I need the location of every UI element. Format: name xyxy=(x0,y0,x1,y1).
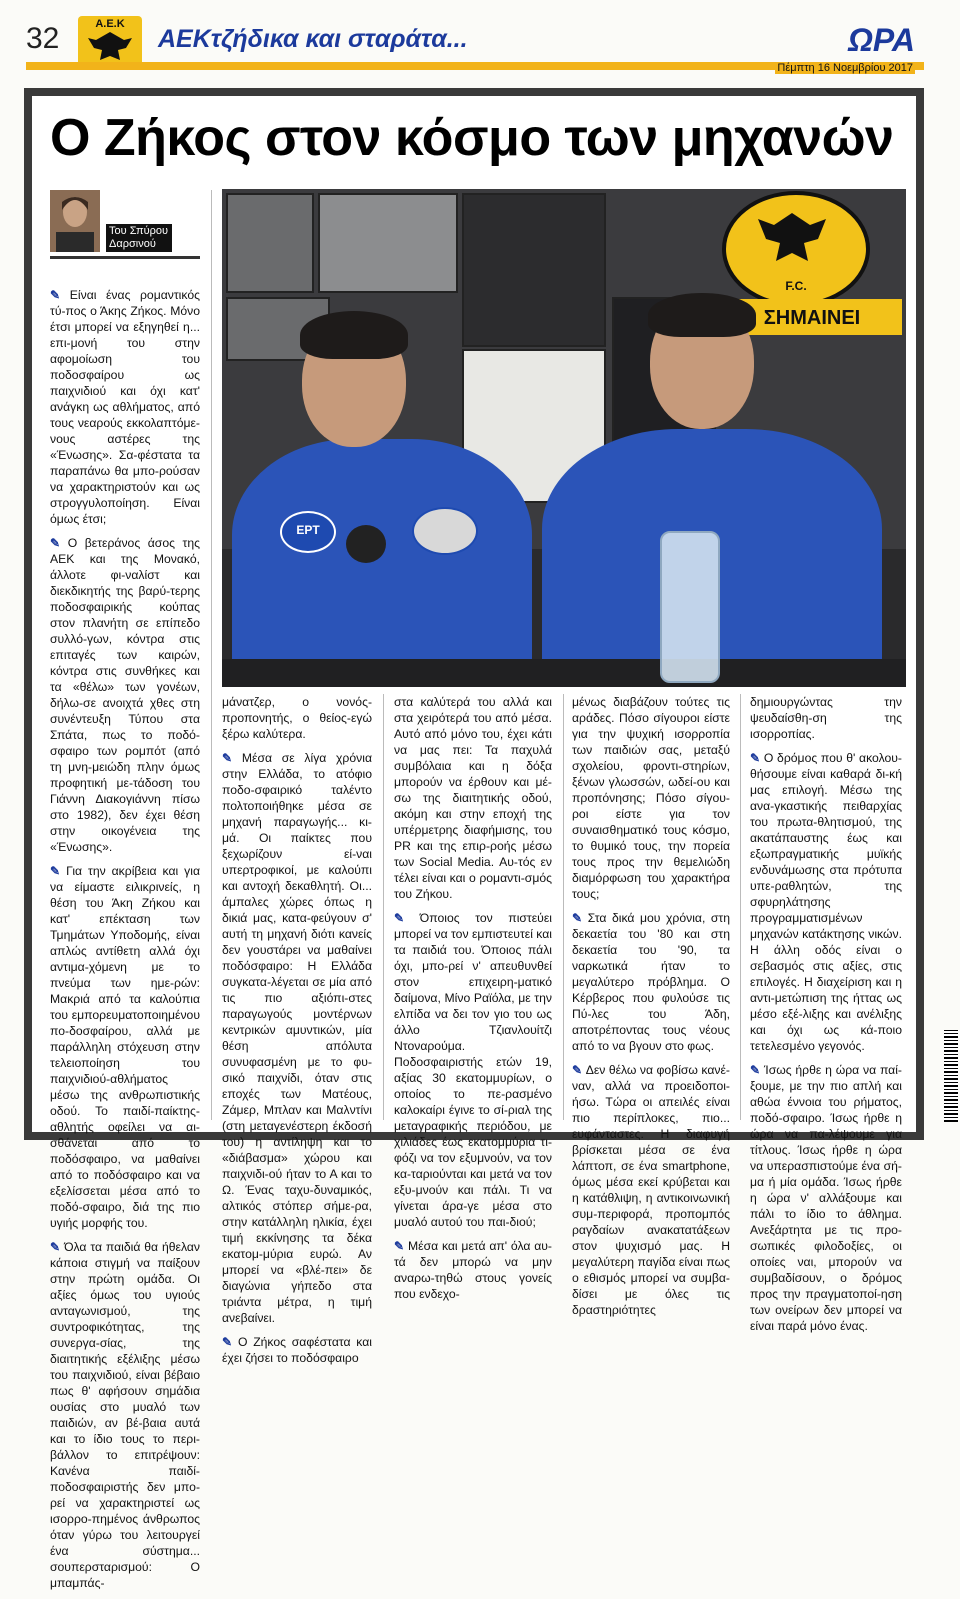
author-photo xyxy=(50,190,100,252)
left-coach-body xyxy=(232,439,532,679)
column-2 xyxy=(222,694,372,1374)
pen-icon: ✎ xyxy=(572,1063,586,1077)
paragraph: ✎ Ο δρόμος που θ' ακολου-θήσουμε είναι καθαρά δι-κή μας επιλογή. Μέσω της ανα-γκαστικής πειθαρχίας του πρωτα-θλητισμού, της ακατάπαυστης έως και εξωπραγματικής μυϊκής ενδυνάμωσης στα πρότυπα υπε-ραθλητών, της σφυρηλάτησης προγραμματισμένων μηχανών κατάκτησης νικών. Η άλλη οδός είναι ο σεβασμός στις αξίες, στις επιλογές. Η διαχείριση και η αντι-μετώπιση της ήττας ως μέσο εξέ-λιξης και ανέλιξης και όχι ως κά-ποιο τετελεσμένο γεγονός. xyxy=(750,751,902,1053)
paragraph: ✎ Είναι ένας ρομαντικός τύ-πος ο Άκης Ζήκος. Μόνο έτσι μπορεί να εξηγηθεί η... επι-μονή του στην αφομοίωση του ποδοσφαίρου ως παιχνιδιού και όχι κατ' ανάγκη ως αθλήματος, από τους νεαρούς εκκολαπτόμε-νους αστέρες της «Ένωσης». Σα-φέστατα τα παραπάνω θα μπο-ρούσαν να χαρακτηριστούν και ως στρογγυλοποίηση. Είναι όμως έτσι; xyxy=(50,288,200,526)
pen-icon: ✎ xyxy=(572,911,588,925)
author-byline xyxy=(50,190,206,256)
column-separator xyxy=(563,694,564,1120)
microphone-label: ΕΡΤ xyxy=(296,523,320,537)
column-separator xyxy=(383,694,384,1120)
column-3 xyxy=(394,694,552,1310)
page-header xyxy=(0,0,960,78)
press-conference-photo xyxy=(222,189,906,687)
pen-icon: ✎ xyxy=(222,1335,238,1349)
paragraph: ✎ Μέσα και μετά απ' όλα αυ-τά δεν μπορώ να μην αναρω-τηθώ στους γονείς που ενδεχο- xyxy=(394,1239,552,1301)
page-number: 32 xyxy=(26,22,60,55)
newspaper-brand: ΩΡΑ xyxy=(847,22,915,58)
pen-icon: ✎ xyxy=(750,1063,765,1077)
article-headline: Ο Ζήκος στον κόσμο των μηχανών xyxy=(50,109,894,167)
paragraph: ✎ Για την ακρίβεια και για να είμαστε ειλικρινείς, η θέση του Άκη Ζήκου και κατ' επέκταση των Τμημάτων Υποδομής, είναι απλώς αντίθετη αλλά όχι αντιμα-χόμενη με το πνεύμα των ημε-ρών: Μακριά από τα καλούπια του εμπορευματοποιημένου πο-δοσφαίρου, αλλά με παράλληλη στόχευση στην τελειοποίηση του παιχνιδιού-αθλήματος μέσω της ανθρωπιστικής οδού. Το παιδί-παίκτης-αθλητής οφείλει να αι-σθάνεται από το ποδόσφαιρο, να μαθαίνει από το ποδόσφαιρο και να εξελίσσεται μέσα από το ποδό-σφαιρο, διά της πιο υγιής μορφής του. xyxy=(50,864,200,1230)
column-1 xyxy=(50,287,200,1599)
pen-icon: ✎ xyxy=(50,1240,65,1254)
paragraph: μάνατζερ, ο νονός-προπονητής, ο θείος-εγώ ξέρω καλύτερα. xyxy=(222,695,372,741)
pen-icon: ✎ xyxy=(50,288,70,302)
author-divider xyxy=(50,256,200,259)
water-bottle xyxy=(660,531,720,683)
paragraph: ✎ Στα δικά μου χρόνια, στη δεκαετία του '80 και στη δεκαετία του '90, τα ναρκωτικά ήταν το μεγαλύτερο πρόβλημα. Ο Κέρβερος που φυλούσε τις Πύ-λες του Άδη, αποτρέποντας τους νέους από το να βγουν στο φως. xyxy=(572,911,730,1053)
paragraph: ✎ Όλα τα παιδιά θα ήθελαν κάποια στιγμή να παίξουν στην πρώτη ομάδα. Οι αξίες όμως του υγιούς ανταγωνισμού, της συντροφικότητας, της συνεργα-σίας, της διαιτητικής εξέλιξης μέσω του παιχνιδιού, είναι βέβαιο πως θ' αφήσουν σημάδια ουσίας στο μυαλό των παιδιών, αν βέ-βαια αυτά και το ίδιο τους το περι-βάλλον το επιτρέψουν: Κανένα παιδί-ποδοσφαιριστής δεν μπο-ρεί να χαρακτηριστεί ως ισορρο-πημένος άνθρωπος όταν γύρω του λειτουργεί ένα σύστημα... σουπερσταρισμού: Ο μπαμπάς- xyxy=(50,1240,200,1590)
paragraph: μένως διαβάζουν τούτες τις αράδες. Πόσο σίγουροι είστε για την ψυχική ισορροπία των παιδιών σας, μεταξύ σχολείου, φροντι-στηρίων, ξένων γλωσσών, ωδεί-ου και προπόνησης; Πόσο σίγου-ροι είστε για τον συναισθηματικό τους κόσμο, το θυμικό τους, την πορεία τους προς την θεμελιώδη διαμόρφωση του χαρακτήρα τους; xyxy=(572,695,730,901)
column-separator xyxy=(740,694,741,1120)
pen-icon: ✎ xyxy=(222,751,242,765)
left-coach-hair xyxy=(300,311,408,359)
pen-icon: ✎ xyxy=(50,864,67,878)
microphone-icon xyxy=(346,525,386,563)
paragraph: ✎ Δεν θέλω να φοβίσω κανέ-ναν, αλλά να προειδοποι-ήσω. Τώρα οι απειλές είναι πιο περίπλοκες, πιο... ευφάνταστες. Η διαφυγή βρίσκεται μέσα σε ένα λάπτοπ, σε ένα smartphone, όμως μέσα εκεί κρύβεται και η κατάθλιψη, η αντικοινωνική συμ-περιφορά, προπομπός ραγδαίων ανακατατάξεων στον ψυχισμό μας. Η μεγαλύτερη παγίδα είναι πως ο εθισμός μπορεί να συμβα-δίσει με όλες τις δραστηριότητες xyxy=(572,1063,730,1317)
club-crest xyxy=(722,191,870,307)
logo-text: Α.Ε.Κ xyxy=(95,18,125,30)
author-name: Του Σπύρου Δαρσινού xyxy=(106,224,172,252)
paragraph: ✎ Μέσα σε λίγα χρόνια στην Ελλάδα, το ατόφιο ποδο-σφαιρικό ταλέντο πολτοποιήθηκε μέσα σε μηχανή παραγωγής... κι-μά. Οι παίκτες που ξεχωρίζουν εί-ναι υπερτροφικοί, με καλούπι και αντοχή δεκαθλητή. Οι... άμπαλες χώρες όπως η δικιά μας, κατα-φεύγουν σ' αυτή τη μηχανή διότι κανείς δεν γουστάρει να μαθαίνει ποδόσφαιρο: Η Ελλάδα συγκατα-λέγεται σε μία από τις πιο αξιόπι-στες παραγωγούς μοντέρνων κεντρικών αμυντικών, μία θέση απόλυτα συνυφασμένη με το φυ-σικό παιχνίδι, όταν στις εποχές των Ματέους, Ζάμερ, Μπλαν και Μαλντίνι (στη μεταγενέστερη έκδοσή του) η αντίληψη και το «διάβασμα» χώρου και παιχνιδι-ού ήταν το Α και το Ω. Ένας ταχυ-δυναμικός, αλτικός στόπερ σήμε-ρα, στην κατάλληλη ηλικία, έχει τιμή εκκίνησης τα δέκα εκατομ-μύρια ευρώ. Αν μπορεί να «βλέ-πει» δε διαγώνια γήπεδο στα τριάντα μέτρα, η τιμή ανεβαίνει. xyxy=(222,751,372,1325)
author-portrait-icon xyxy=(50,190,100,252)
barcode xyxy=(944,1030,958,1122)
column-5 xyxy=(750,694,902,1342)
column-separator xyxy=(211,190,212,1120)
pen-icon: ✎ xyxy=(394,1239,408,1253)
wall-photo xyxy=(318,193,458,293)
section-title: ΑΕΚτζήδικα και σταράτα... xyxy=(158,25,468,53)
aek-logo xyxy=(78,16,142,68)
press-table xyxy=(222,659,906,687)
paragraph: ✎ Ο βετεράνος άσος της ΑΕΚ και της Μονακό, άλλοτε φι-ναλίστ και διεκδικητής της βαρύ-τερης ποδοσφαιρικής κούπας στον πλανήτη σε επίπεδο συλλό-γων, κόντρα στις επιταγές των καιρών, κόντρα στις συνθήκες και τα «θέλω» των γονέων, δήλω-σε ανοιχτά χθες στη συνέντευξη Τύπου στα Σπάτα, πως το ποδό-σφαιρο των ρομπότ (από τη μνη-μειώδη πλην όμως προφητική με-τάδοση του Γιάννη Διακογιάννη πίσω στο 1982), δεν έχει θέση στην οικογένεια της «Ένωσης». xyxy=(50,536,200,854)
banner-text: ΣΗΜΑΙΝΕΙ xyxy=(763,307,861,329)
pen-icon: ✎ xyxy=(394,911,420,925)
right-coach-hair xyxy=(648,293,756,337)
pen-icon: ✎ xyxy=(50,536,68,550)
pen-icon: ✎ xyxy=(750,751,764,765)
paragraph: ✎ Ο Ζήκος σαφέστατα και έχει ζήσει το ποδόσφαιρο xyxy=(222,1335,372,1365)
column-4 xyxy=(572,694,730,1326)
eagle-icon xyxy=(78,16,142,68)
wall-photo xyxy=(226,193,314,293)
issue-date: Πέμπτη 16 Νοεμβρίου 2017 xyxy=(777,62,913,74)
ert-microphone xyxy=(280,511,336,553)
crest-label: F.C. xyxy=(785,279,807,293)
microphone-icon xyxy=(412,507,478,555)
paragraph: δημιουργώντας την ψευδαίσθη-ση της ισορροπίας. xyxy=(750,695,902,741)
wall-text-panel xyxy=(462,193,606,347)
paragraph: ✎ Ίσως ήρθε η ώρα να παί-ξουμε, με την πιο απλή και αθώα έννοια του ρήματος, ποδό-σφαιρο. Ίσως ήρθε η ώρα να πα-λέψουμε για τίτλους. Ίσως ήρθε η ώρα να υπερασπιστούμε ένα σή-μα ή μία ομάδα. Ίσως ήρθε η ώρα ν' αλλάξουμε και πάλι το ίδιο το άθλημα. Ανεξάρτητα με τις προ-σωπικές φιλοδοξίες, οι οποίες ναι, μπορούν να συμβαδίσουν, ο δρόμος προς την πραγματοποί-ηση των ονείρων δεν μπορεί να είναι παρά μόνο ένας. xyxy=(750,1063,902,1333)
paragraph: στα καλύτερά του αλλά και στα χειρότερά του από μέσα. Αυτό από μόνο του, έχει κάτι να μας πει: Τα παχυλά συμβόλαια και η δόξα μπορούν να έρθουν και μέ-σω της διαιτητικής οδού, ακόμη και στην εποχή της υπέρμετρης διαφήμισης, του PR και της επιρ-ροής μέσω των Social Media. Αυ-τός εν τέλει είναι και ο ρομαντι-σμός του Ζήκου. xyxy=(394,695,552,901)
paragraph: ✎ Όποιος τον πιστεύει μπορεί να τον εμπιστευτεί και τα παιδιά του. Όποιος πάλι όχι, μπο-ρεί ν' απευθυνθεί στον επιχειρη-ματικό δαίμονα, Μίνο Ραϊόλα, με την ελπίδα να δει τον γιο του ως άλλο Τζιανλουίτζι Ντοναρούμα. Ποδοσφαιριστής ετών 19, αξίας 30 εκατομμυρίων, ο οποίος το πε-ρασμένο καλοκαίρι έγινε το σί-ριαλ της μεταγραφικής περιόδου, με χιλιάδες έως εκατομμύρια τι-φόζι να τον εξυμνούν, να τον κα-ταριούνται και μετά να τον εξυ-μνούν και πάλι. Τι να γίνεται άρα-γε μέσα στο μυαλό αυτού του παι-διού; xyxy=(394,911,552,1229)
